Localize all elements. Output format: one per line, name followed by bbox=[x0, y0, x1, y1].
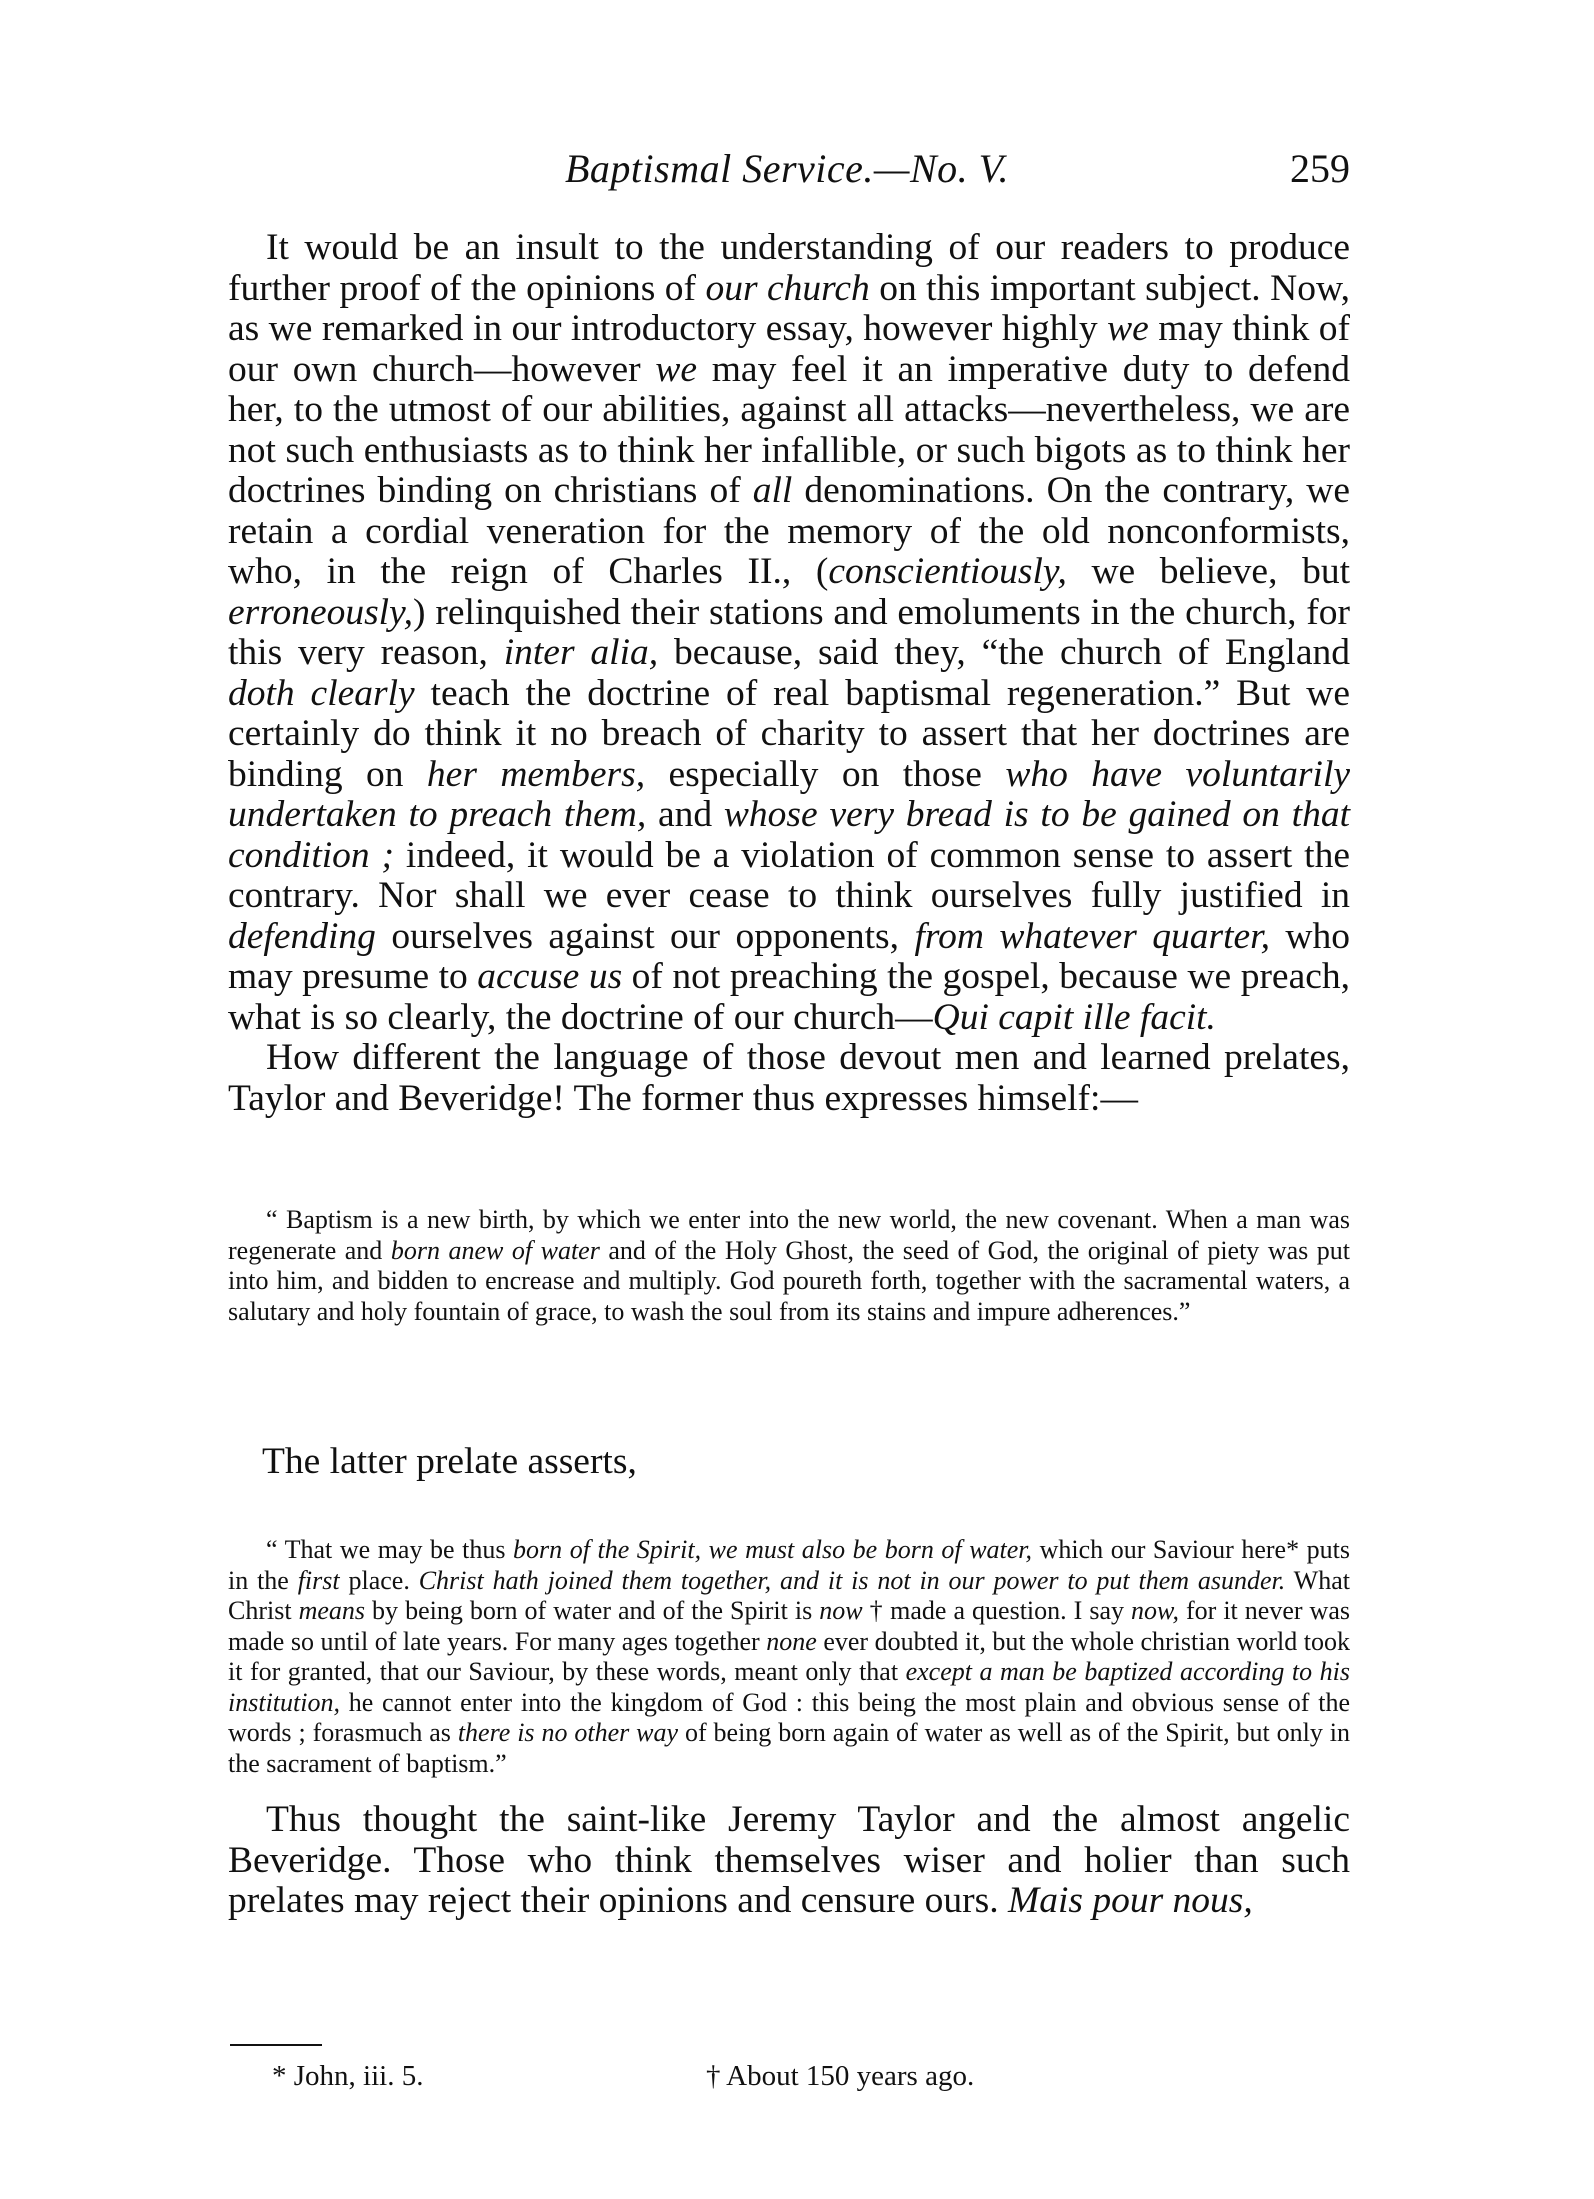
quote-taylor bbox=[228, 1205, 1350, 1327]
running-head bbox=[230, 145, 1350, 205]
footnote-rule bbox=[230, 2044, 322, 2046]
paragraph-saint-like-taylor: Thus thought the saint-like Jeremy Taylor and the almost angelic Beveridge. Those who think themselves wiser and holier than such prelates may reject their opinions and censure ours. Mais pour nous, bbox=[228, 1799, 1350, 1921]
footnote-years-ago: † About 150 years ago. bbox=[706, 2060, 975, 2092]
running-title: Baptismal Service.—No. V. bbox=[565, 146, 1009, 191]
latter-prelate-line: The latter prelate asserts, bbox=[262, 1441, 637, 1482]
body-text-upper bbox=[228, 228, 1350, 1119]
page-number: 259 bbox=[1290, 146, 1350, 191]
quote-beveridge-text: “ That we may be thus born of the Spirit, we must also be born of water, which our Saviour here* puts in the first place. Christ hath joined them together, and it is not in our power to put them asunder. What Christ means by being born of water and of the Spirit is now † made a question. I say now, for it never was made so until of late years. For many ages together none ever doubted it, but the whole christian world took it for granted, that our Saviour, by these words, meant only that except a man be baptized according to his institution, he cannot enter into the kingdom of God : this being the most plain and obvious sense of the words ; forasmuch as there is no other way of being born again of water as well as of the Spirit, but only in the sacrament of baptism.” bbox=[228, 1535, 1350, 1778]
paragraph-opinions-of-church: It would be an insult to the understanding of our readers to produce further proof of the opinions of our church on this important subject. Now, as we remarked in our introductory essay, however highly we may think of our own church—however we may feel it an imperative duty to defend her, to the utmost of our abilities, against all attacks—nevertheless, we are not such enthusiasts as to think her infallible, or such bigots as to think her doctrines binding on christians of all denominations. On the contrary, we retain a cordial veneration for the memory of the old nonconformists, who, in the reign of Charles II., (conscientiously, we believe, but erroneously,) relinquished their stations and emoluments in the church, for this very reason, inter alia, because, said they, “the church of England doth clearly teach the doctrine of real baptismal regeneration.” But we certainly do think it no breach of charity to assert that her doctrines are binding on her members, especially on those who have voluntarily undertaken to preach them, and whose very bread is to be gained on that condition ; indeed, it would be a violation of common sense to assert the contrary. Nor shall we ever cease to think ourselves fully justified in defending ourselves against our opponents, from whatever quarter, who may presume to accuse us of not preaching the gospel, because we preach, what is so clearly, the doctrine of our church—Qui capit ille facit. bbox=[228, 227, 1351, 1038]
quote-taylor-text: “ Baptism is a new birth, by which we enter into the new world, the new covenant. When a man was regenerate and born anew of water and of the Holy Ghost, the seed of God, the original of piety was put into him, and bidden to encrease and multiply. God poureth forth, together with the sacramental waters, a salutary and holy fountain of grace, to wash the soul from its stains and impure adherences.” bbox=[228, 1205, 1350, 1326]
footnote-john: * John, iii. 5. bbox=[272, 2060, 424, 2092]
quote-beveridge bbox=[228, 1535, 1350, 1779]
paragraph-taylor-and-beveridge: How different the language of those devout men and learned prelates, Taylor and Beveridge! The former thus expresses himself:— bbox=[228, 1037, 1350, 1119]
body-text-lower bbox=[228, 1800, 1350, 1922]
